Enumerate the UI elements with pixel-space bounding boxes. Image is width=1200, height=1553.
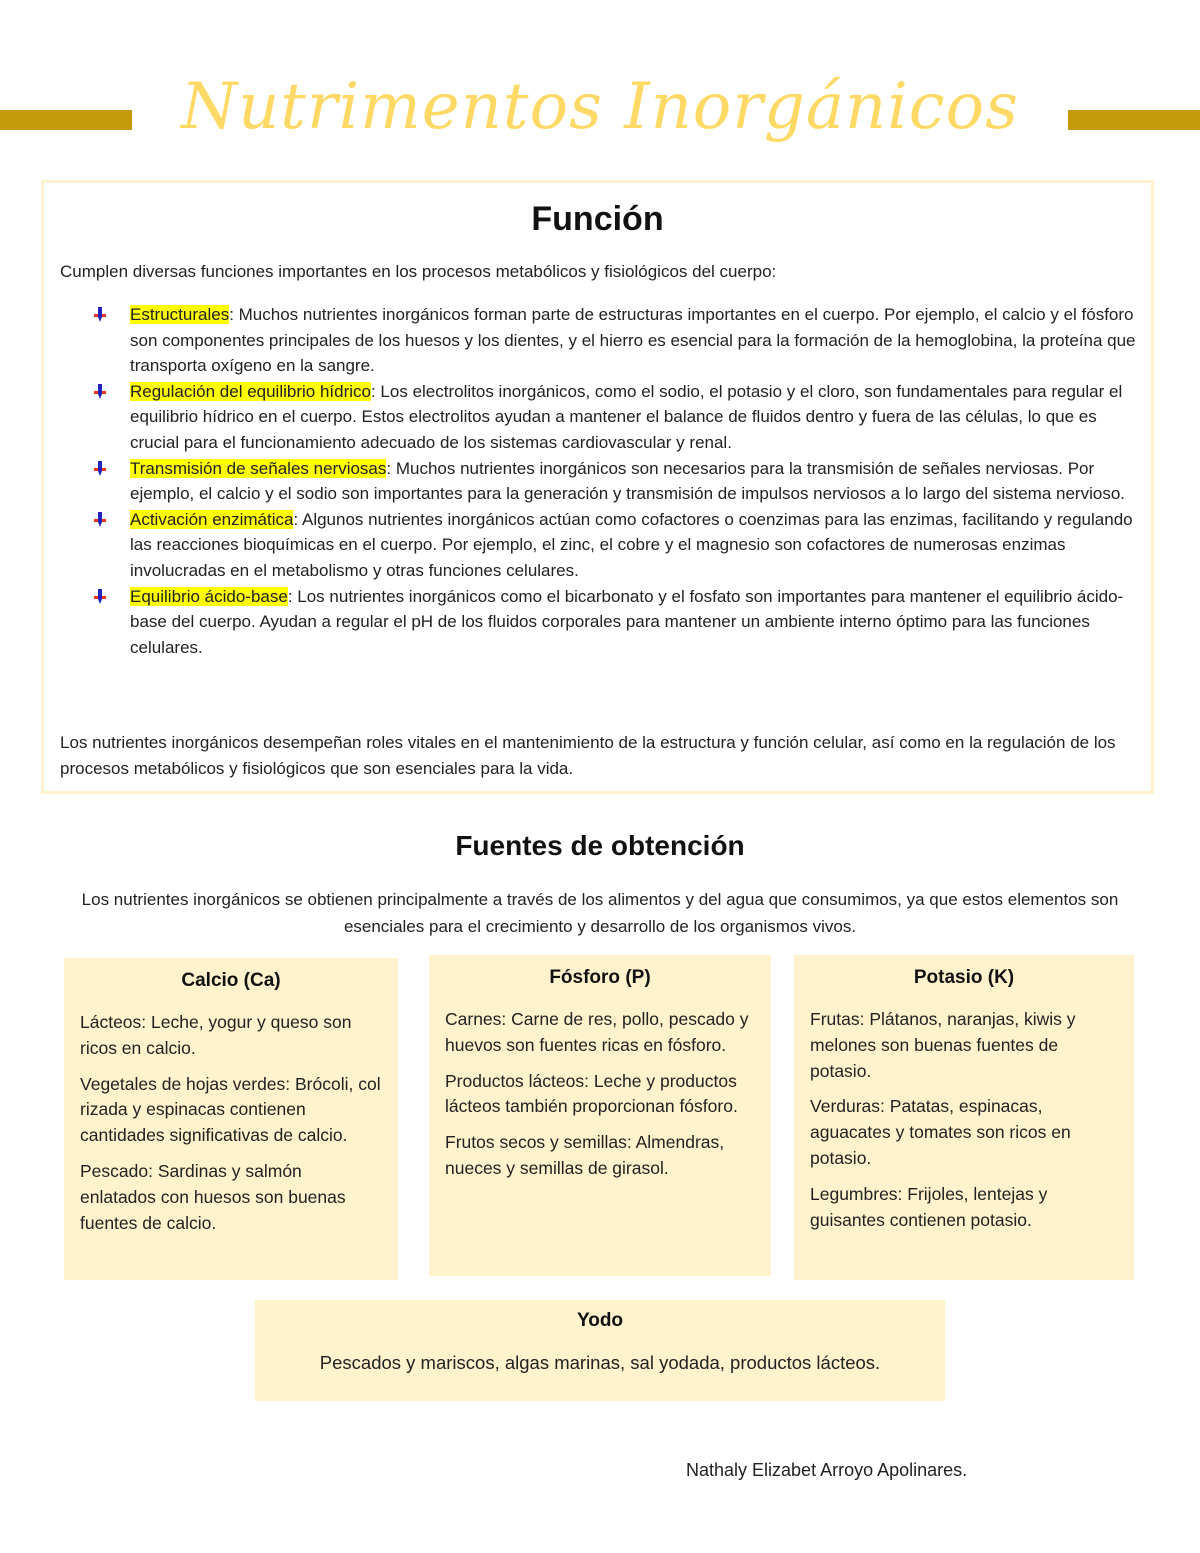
- item-text: : Muchos nutrientes inorgánicos forman parte de estructuras importantes en el cuerpo. Por ejemplo, el calcio y el fósforo son componentes principales de los huesos y los dientes, y el hierro es esencial para la formación de la hemoglobina, la proteína que transporta oxígeno en la sangre.: [130, 305, 1136, 376]
- card-paragraph: Pescados y mariscos, algas marinas, sal yodada, productos lácteos.: [319, 1352, 881, 1373]
- card-title: Fósforo (P): [549, 967, 651, 988]
- card-paragraph: Frutos secos y semillas: Almendras, nueces y semillas de girasol.: [445, 1132, 725, 1178]
- card-title: Calcio (Ca): [181, 970, 281, 991]
- list-item: [60, 507, 1145, 584]
- author-name: Nathaly Elizabet Arroyo Apolinares.: [686, 1460, 968, 1480]
- list-item: [60, 584, 1145, 661]
- item-term: Transmisión de señales nerviosas: [130, 458, 387, 478]
- funcion-section: [41, 180, 1154, 794]
- card-paragraph: Frutas: Plátanos, naranjas, kiwis y melones son buenas fuentes de potasio.: [810, 1009, 1076, 1081]
- page-title: Nutrimentos Inorgánicos: [181, 70, 1019, 144]
- card-paragraph: Pescado: Sardinas y salmón enlatados con huesos son buenas fuentes de calcio.: [80, 1160, 346, 1233]
- title-row: [0, 70, 1200, 170]
- fuentes-intro: Los nutrientes inorgánicos se obtienen principalmente a través de los alimentos y del agua que consumimos, ya que estos elementos son esenciales para el crecimiento y desarrollo de los organismos vivos.: [81, 890, 1119, 936]
- card-paragraph: Verduras: Patatas, espinacas, aguacates y tomates son ricos en potasio.: [810, 1096, 1071, 1168]
- item-term: Activación enzimática: [130, 509, 294, 529]
- arrow-down-bullet-icon: [92, 587, 108, 605]
- item-text: : Algunos nutrientes inorgánicos actúan como cofactores o coenzimas para las enzimas, facilitando y regulando las reacciones bioquímicas en el cuerpo. Por ejemplo, el zinc, el cobre y el magnesio son cofactores de numerosas enzimas involucradas en el metabolismo y otras funciones celulares.: [130, 509, 1133, 580]
- card-paragraph: Vegetales de hojas verdes: Brócoli, col rizada y espinacas contienen cantidades significativas de calcio.: [80, 1073, 381, 1146]
- fosforo-card: [429, 955, 771, 1276]
- arrow-down-bullet-icon: [92, 382, 108, 400]
- list-item: [60, 379, 1145, 456]
- arrow-down-bullet-icon: [92, 305, 108, 323]
- yodo-card: [255, 1300, 945, 1401]
- card-title: Yodo: [576, 1310, 624, 1331]
- card-paragraph: Productos lácteos: Leche y productos lácteos también proporcionan fósforo.: [445, 1070, 738, 1117]
- item-text: : Muchos nutrientes inorgánicos son necesarios para la transmisión de señales nerviosas. Por ejemplo, el calcio y el sodio son importantes para la generación y transmisión de impulsos nerviosos a lo largo del sistema nervioso.: [130, 458, 1125, 504]
- card-paragraph: Lácteos: Leche, yogur y queso son ricos en calcio.: [80, 1012, 352, 1058]
- card-title: Potasio (K): [913, 967, 1015, 988]
- item-text: : Los nutrientes inorgánicos como el bicarbonato y el fosfato son importantes para mantener el equilibrio ácido-base del cuerpo. Ayudan a regular el pH de los fluidos corporales para mantener un ambiente interno óptimo para las funciones celulares.: [130, 586, 1124, 657]
- item-term: Regulación del equilibrio hídrico: [130, 381, 371, 401]
- list-item: [60, 456, 1145, 507]
- arrow-down-bullet-icon: [92, 510, 108, 528]
- card-paragraph: Carnes: Carne de res, pollo, pescado y huevos son fuentes ricas en fósforo.: [445, 1009, 749, 1055]
- item-term: Estructurales: [130, 305, 230, 324]
- calcio-card: [64, 958, 398, 1280]
- funcion-list: [60, 302, 1145, 660]
- arrow-down-bullet-icon: [92, 459, 108, 477]
- title-divider-left: [0, 110, 132, 130]
- potasio-card: [794, 955, 1134, 1280]
- list-item: [60, 302, 1145, 379]
- card-paragraph: Legumbres: Frijoles, lentejas y guisantes contienen potasio.: [810, 1183, 1048, 1230]
- item-text: : Los electrolitos inorgánicos, como el sodio, el potasio y el cloro, son fundamentales para regular el equilibrio hídrico en el cuerpo. Estos electrolitos ayudan a mantener el balance de fluidos dentro y fuera de las células, lo que es crucial para el funcionamiento adecuado de los sistemas cardiovascular y renal.: [130, 381, 1123, 452]
- funcion-intro: Cumplen diversas funciones importantes en los procesos metabólicos y fisiológicos del cuerpo:: [60, 262, 777, 281]
- item-term: Equilibrio ácido-base: [130, 586, 288, 606]
- funcion-heading: Función: [531, 200, 664, 238]
- funcion-closing: Los nutrientes inorgánicos desempeñan roles vitales en el mantenimiento de la estructura y función celular, así como en la regulación de los procesos metabólicos y fisiológicos que son esenciales para la vida.: [60, 733, 1116, 778]
- fuentes-heading: Fuentes de obtención: [455, 830, 745, 861]
- title-divider-right: [1068, 110, 1200, 130]
